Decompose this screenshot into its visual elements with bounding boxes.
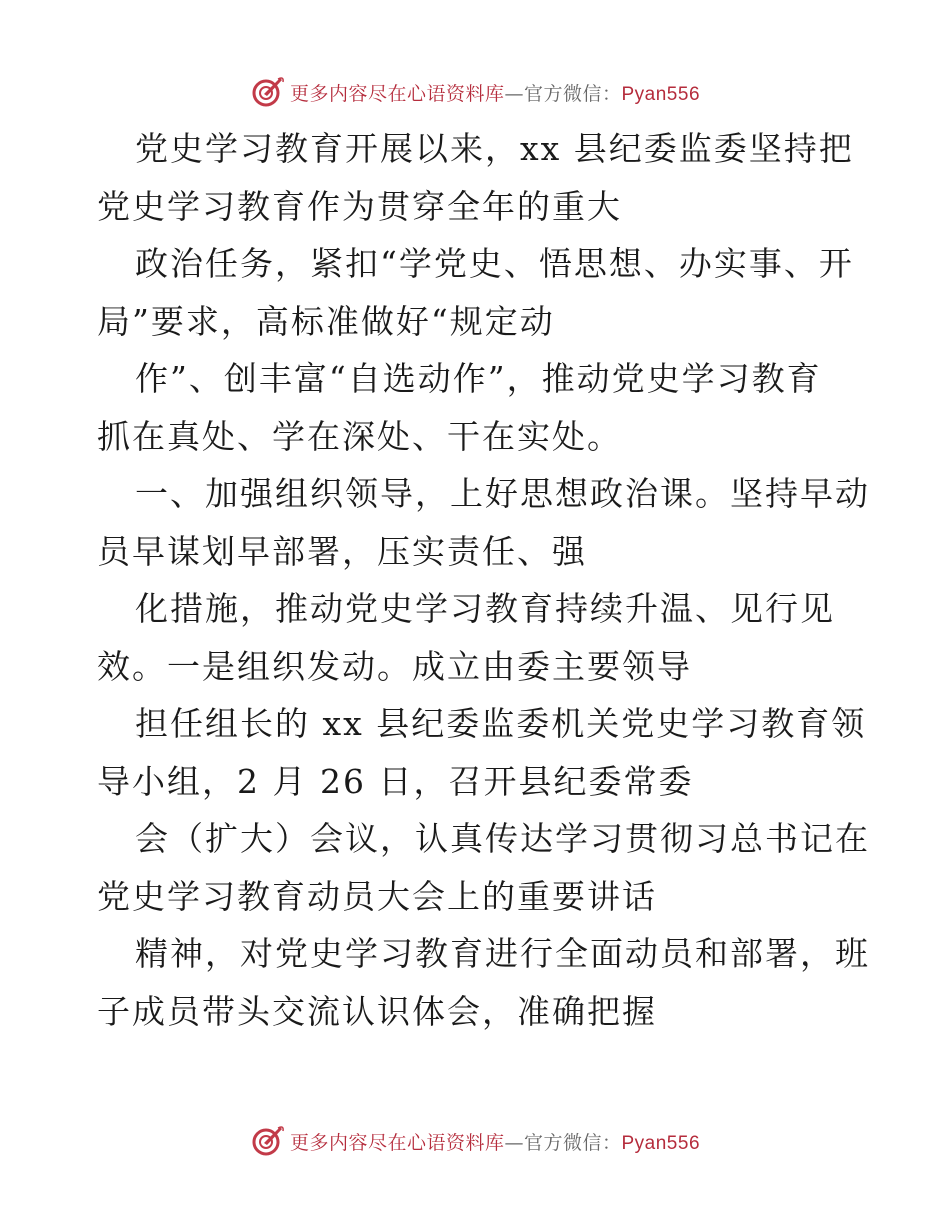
document-body: [97, 120, 870, 1040]
body-line: 会（扩大）会议，认真传达学习贯彻习总书记在: [135, 819, 870, 858]
body-line: 效。一是组织发动。成立由委主要领导: [97, 646, 692, 686]
body-line: 员早谋划早部署，压实责任、强: [97, 531, 587, 571]
body-line: 局”要求，高标准做好“规定动: [97, 301, 555, 341]
quill-swirl-logo-icon: [250, 1123, 286, 1159]
footer-watermark-banner: [0, 1121, 950, 1161]
body-line: 精神，对党史学习教育进行全面动员和部署，班: [135, 934, 870, 973]
body-line: 作”、创丰富“自选动作”，推动党史学习教育: [135, 359, 822, 398]
body-line: 抓在真处、学在深处、干在实处。: [97, 416, 622, 456]
quill-swirl-logo-icon: [250, 74, 286, 110]
body-line: 党史学习教育动员大会上的重要讲话: [97, 876, 657, 916]
body-line: 一、加强组织领导，上好思想政治课。坚持早动: [135, 474, 870, 513]
footer-wechat-id: Pyan556: [621, 1132, 701, 1154]
header-wechat-id: Pyan556: [621, 83, 701, 105]
body-line: 子成员带头交流认识体会，准确把握: [97, 991, 657, 1031]
body-line: 党史学习教育作为贯穿全年的重大: [97, 186, 622, 226]
body-line: 导小组，2 月 26 日，召开县纪委常委: [97, 761, 694, 801]
header-watermark-banner: [0, 72, 950, 112]
body-line: 政治任务，紧扣“学党史、悟思想、办实事、开: [135, 244, 854, 283]
body-line: 担任组长的 xx 县纪委监委机关党史学习教育领: [135, 704, 867, 743]
body-line: 党史学习教育开展以来，xx 县纪委监委坚持把: [135, 129, 854, 168]
body-line: 化措施，推动党史学习教育持续升温、见行见: [135, 589, 835, 628]
footer-watermark-text: 更多内容尽在心语资料库—官方微信：Pyan556: [289, 1131, 701, 1154]
header-watermark-text: 更多内容尽在心语资料库—官方微信：Pyan556: [289, 82, 701, 105]
